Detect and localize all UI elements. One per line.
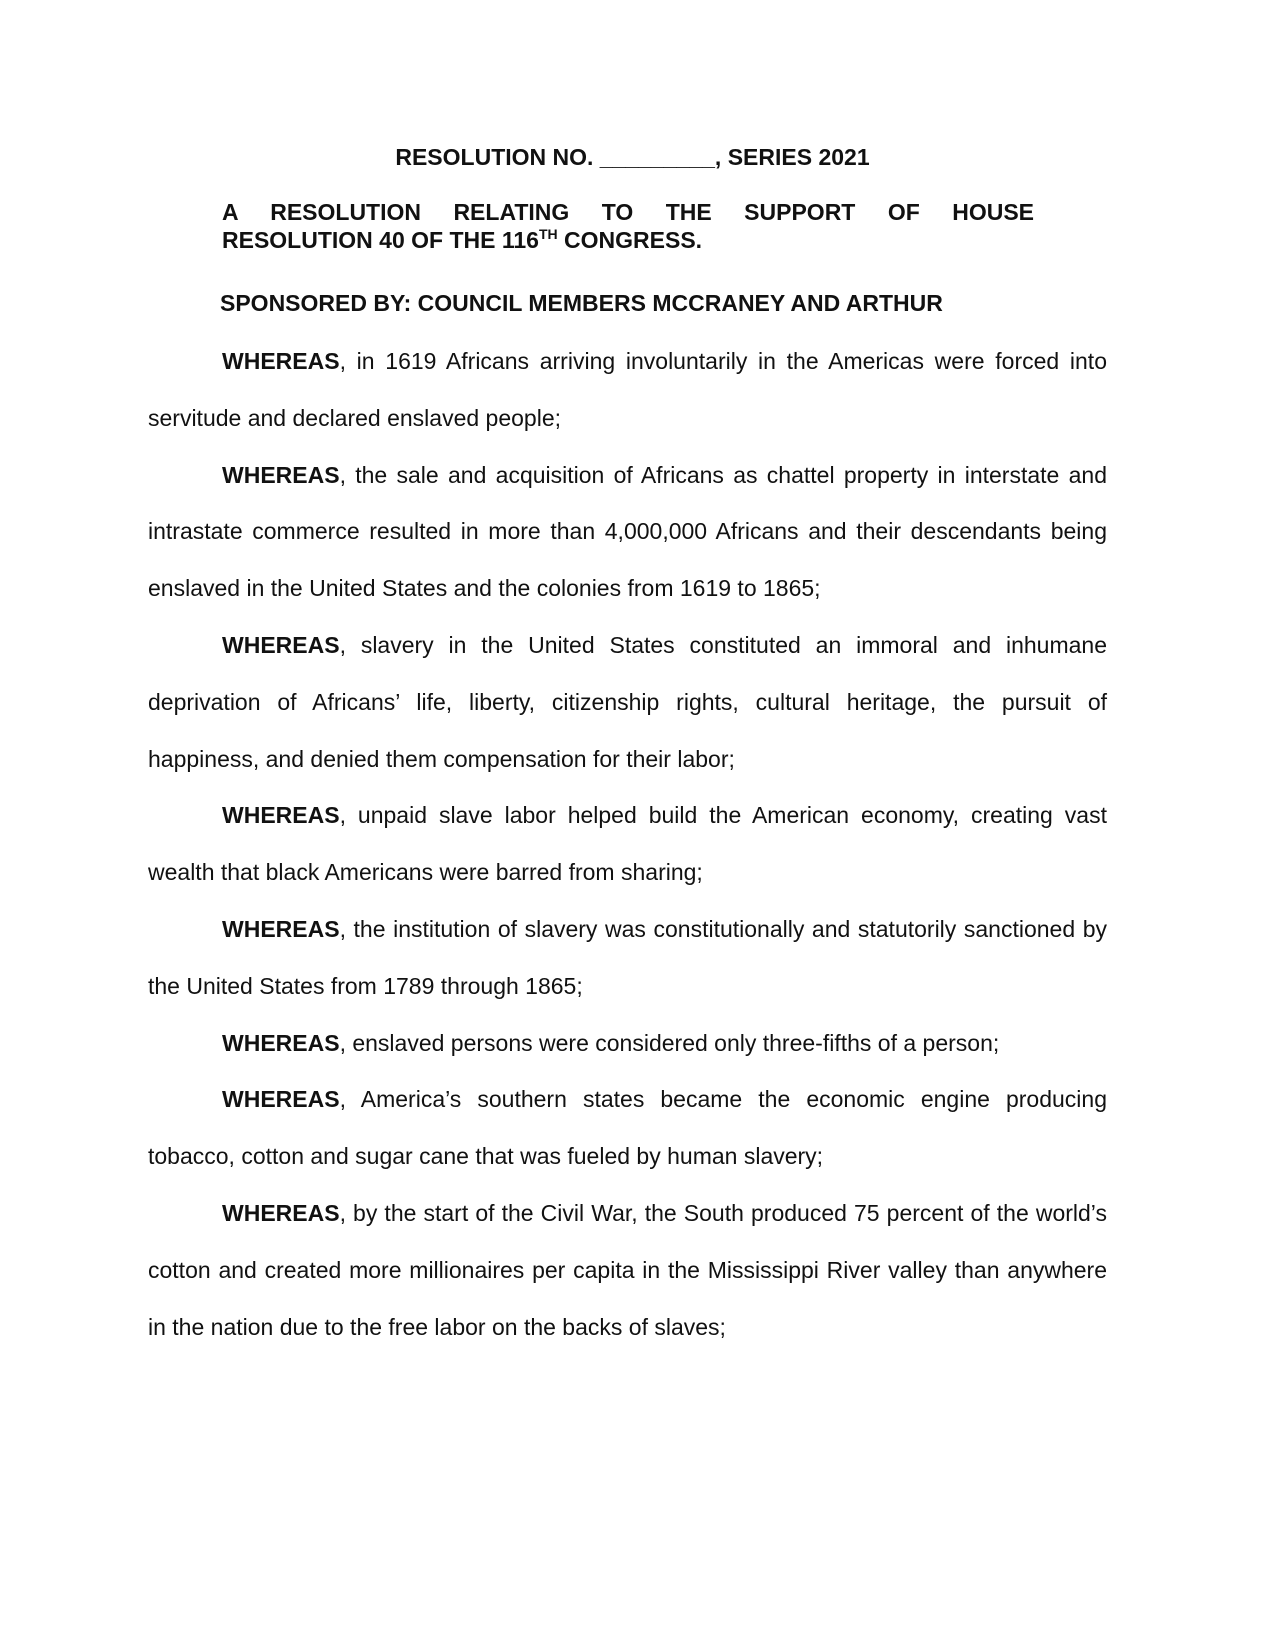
clause-lead: WHEREAS — [222, 348, 340, 374]
resolution-title-line-1: A RESOLUTION RELATING TO THE SUPPORT OF HOUSE — [222, 199, 1034, 225]
resolution-title-line-2 — [222, 227, 702, 253]
whereas-clauses — [148, 333, 1107, 1355]
ordinal-superscript: TH — [538, 226, 558, 242]
clause-lead: WHEREAS — [222, 1029, 340, 1056]
clause-text: , by the start of the Civil War, the South produced 75 percent of the world’s cotton and created more millionaires per capita in the Mississippi River valley than anywhere in the nation due to the free labor on the backs of slaves; — [148, 1199, 1107, 1340]
whereas-clause — [148, 333, 1107, 447]
clause-lead: WHEREAS — [222, 1086, 340, 1113]
resolution-title-line-2-end: CONGRESS. — [557, 227, 703, 253]
clause-lead: WHEREAS — [222, 631, 340, 658]
sponsor-line: SPONSORED BY: COUNCIL MEMBERS MCCRANEY AND ARTHUR — [220, 290, 943, 316]
whereas-clause — [148, 1015, 1107, 1072]
clause-lead: WHEREAS — [222, 802, 340, 829]
whereas-clause — [148, 617, 1107, 787]
resolution-title-line-2-text: RESOLUTION 40 OF THE 116 — [222, 227, 539, 253]
clause-lead: WHEREAS — [222, 915, 340, 942]
clause-text: , the sale and acquisition of Africans as chattel property in interstate and intrastate commerce resulted in more than 4,000,000 Africans and their descendants being enslaved in the United States and the colonies from 1619 to 1865; — [148, 461, 1107, 602]
whereas-clause — [148, 1071, 1107, 1185]
clause-text: , in 1619 Africans arriving involuntarily in the Americas were forced into servitude and declared enslaved people; — [148, 348, 1107, 431]
clause-text: , slavery in the United States constituted an immoral and inhumane deprivation of Africans’ life, liberty, citizenship rights, cultural heritage, the pursuit of happiness, and denied them compensation for their labor; — [148, 631, 1107, 772]
clause-text: , enslaved persons were considered only three-fifths of a person; — [339, 1029, 1000, 1056]
whereas-clause — [148, 1185, 1107, 1355]
resolution-number-heading: RESOLUTION NO. _________, SERIES 2021 — [395, 144, 870, 170]
clause-lead: WHEREAS — [222, 1199, 340, 1226]
clause-lead: WHEREAS — [222, 461, 340, 488]
whereas-clause — [148, 901, 1107, 1015]
whereas-clause — [148, 787, 1107, 901]
clause-text: , unpaid slave labor helped build the American economy, creating vast wealth that black Americans were barred from sharing; — [148, 802, 1107, 886]
whereas-clause — [148, 447, 1107, 617]
clause-text: , the institution of slavery was constitutionally and statutorily sanctioned by the United States from 1789 through 1865; — [148, 915, 1107, 999]
resolution-title — [222, 198, 1034, 254]
clause-text: , America’s southern states became the economic engine producing tobacco, cotton and sugar cane that was fueled by human slavery; — [148, 1086, 1107, 1170]
